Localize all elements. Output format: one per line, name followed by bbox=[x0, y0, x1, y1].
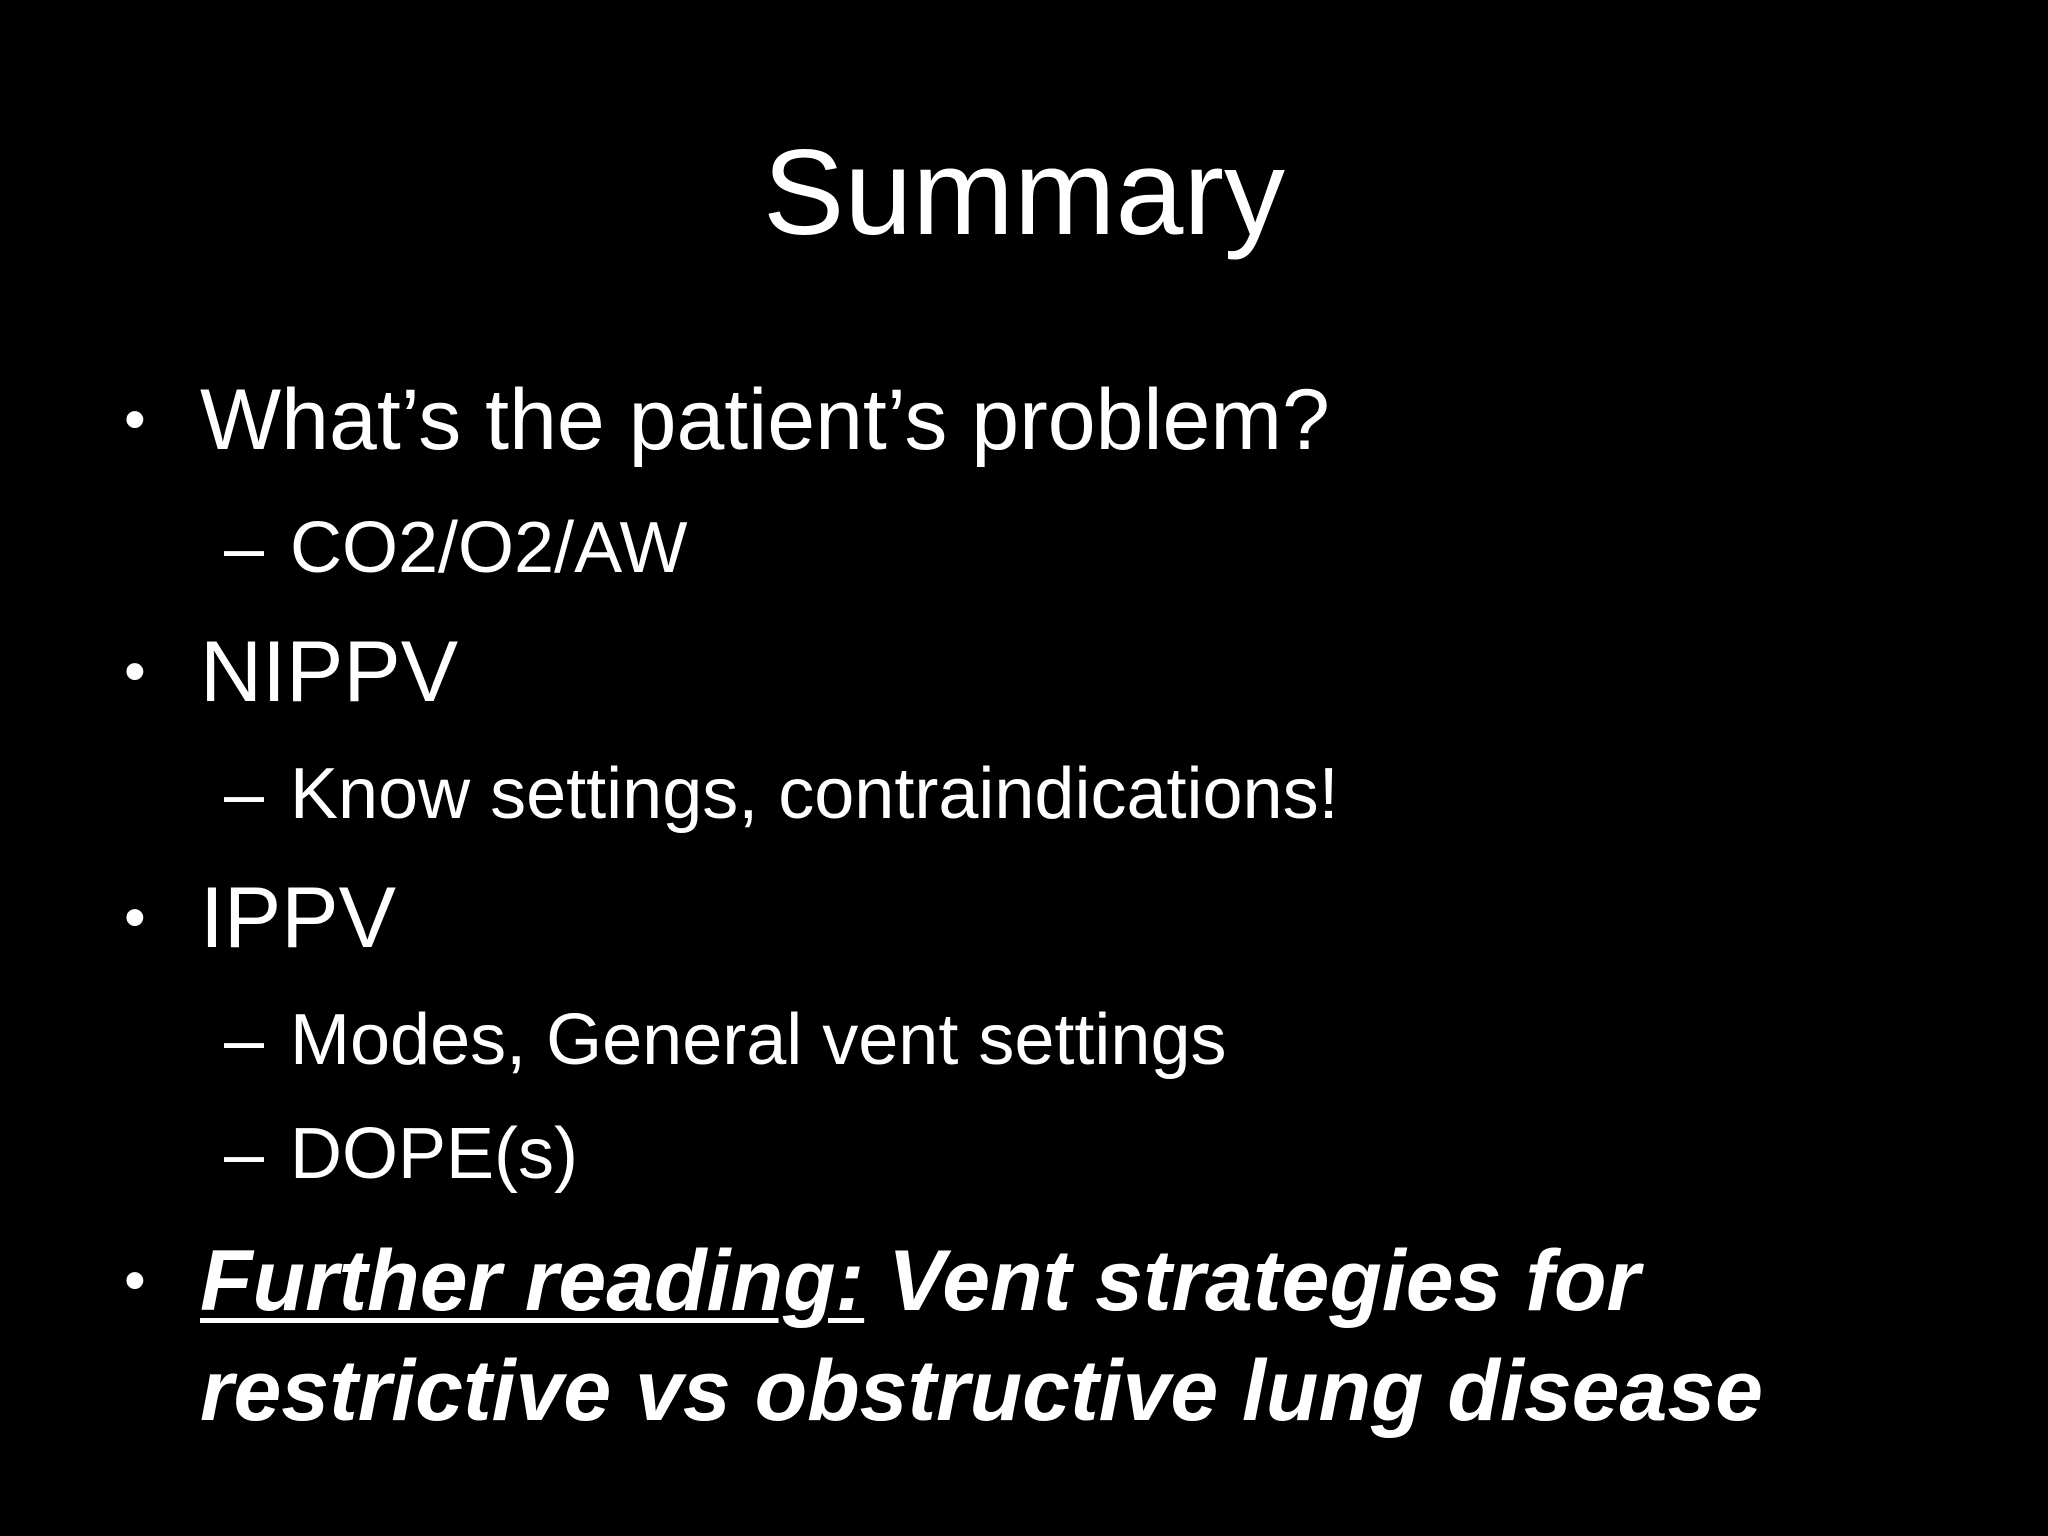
sub-bullet-dash: – bbox=[224, 1114, 265, 1194]
bullet-dot: • bbox=[124, 637, 146, 706]
sub-bullet-text: CO2/O2/AW bbox=[290, 508, 688, 588]
sub-bullet-dash: – bbox=[224, 508, 265, 588]
sub-bullet-text: Modes, General vent settings bbox=[290, 1000, 1227, 1080]
sub-bullet-text: Know settings, contraindications! bbox=[290, 754, 1339, 834]
bullet-dot: • bbox=[124, 883, 146, 952]
sub-bullet-text: DOPE(s) bbox=[290, 1114, 578, 1194]
further-reading-label: Further reading: bbox=[200, 1233, 865, 1329]
bullet-text: IPPV bbox=[200, 870, 396, 966]
further-reading-text: Vent strategies for restrictive vs obstructive lung disease bbox=[200, 1233, 1763, 1439]
bullet-dot: • bbox=[124, 385, 146, 454]
bullet-text: What’s the patient’s problem? bbox=[200, 372, 1330, 468]
sub-bullet-dash: – bbox=[224, 754, 265, 834]
bullet-dot: • bbox=[124, 1246, 146, 1315]
bullet-text: NIPPV bbox=[200, 624, 459, 720]
further-reading-item bbox=[200, 1226, 2020, 1446]
slide-title: Summary bbox=[763, 124, 1285, 260]
sub-bullet-dash: – bbox=[224, 1000, 265, 1080]
